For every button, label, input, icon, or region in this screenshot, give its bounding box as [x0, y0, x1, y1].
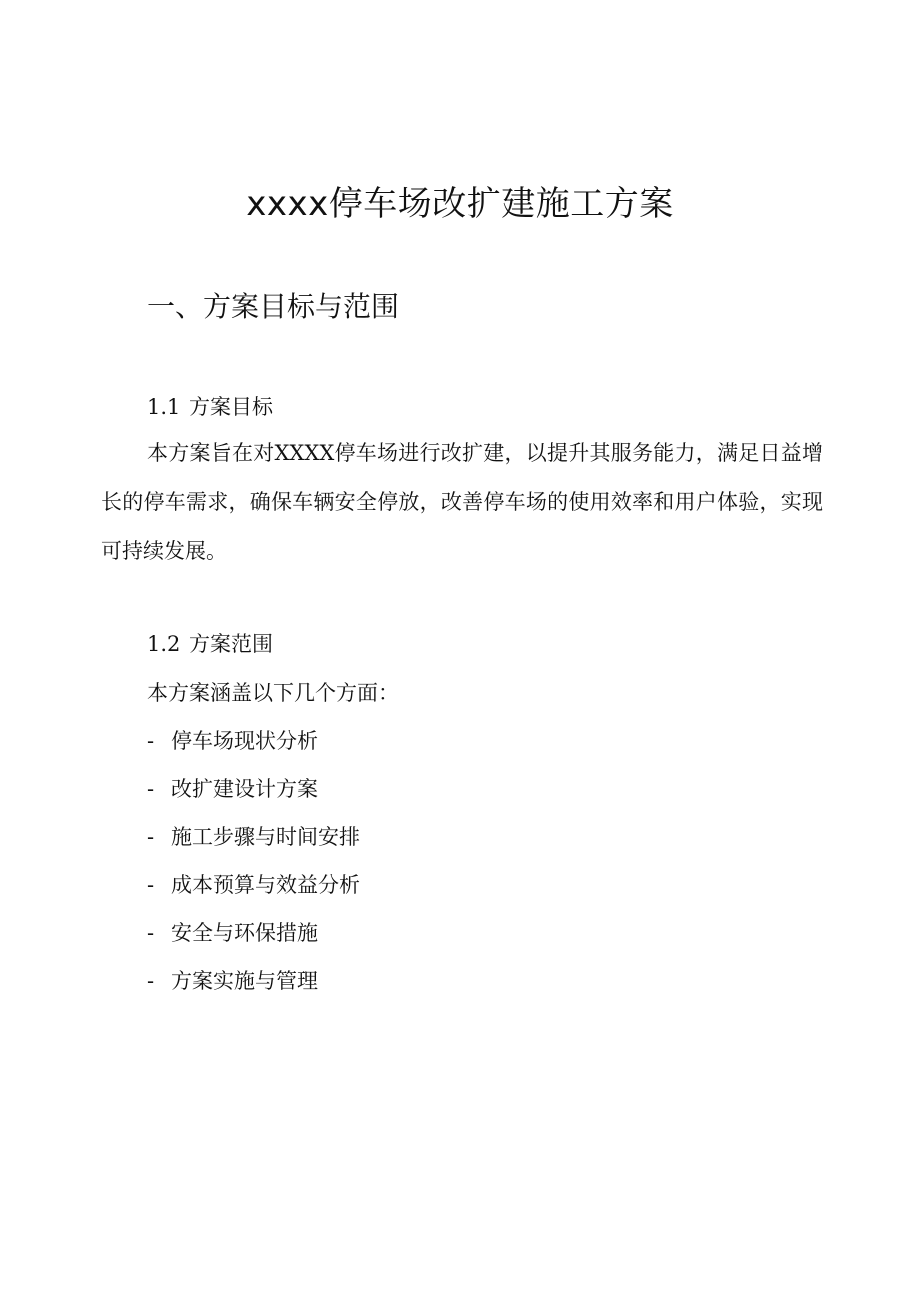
subsection-heading-scope [147, 627, 273, 661]
section-heading-goals-and-scope: 一、方案目标与范围 [147, 290, 400, 323]
bullet-dash: - [147, 873, 155, 897]
list-item [147, 963, 360, 1011]
list-item [147, 819, 360, 867]
subsection-number: 1.2 [147, 632, 181, 656]
list-item-text: 改扩建设计方案 [171, 777, 318, 801]
list-item-text: 成本预算与效益分析 [171, 873, 360, 897]
subsection-title: 方案目标 [189, 395, 273, 419]
goal-paragraph: 本方案旨在对XXXX停车场进行改扩建，以提升其服务能力，满足日益增长的停车需求，确保车辆安全停放，改善停车场的使用效率和用户体验，实现可持续发展。 [101, 441, 823, 563]
bullet-dash: - [147, 969, 155, 993]
subsection-heading-goal [147, 390, 273, 424]
list-item-text: 施工步骤与时间安排 [171, 825, 360, 849]
list-item [147, 915, 360, 963]
scope-list [147, 723, 360, 1011]
list-item [147, 723, 360, 771]
scope-intro: 本方案涵盖以下几个方面： [147, 681, 399, 705]
subsection-title: 方案范围 [189, 632, 273, 656]
bullet-dash: - [147, 825, 155, 849]
list-item-text: 停车场现状分析 [171, 729, 318, 753]
bullet-dash: - [147, 921, 155, 945]
list-item-text: 安全与环保措施 [171, 921, 318, 945]
bullet-dash: - [147, 729, 155, 753]
subsection-number: 1.1 [147, 395, 181, 419]
document-title: xxxx停车场改扩建施工方案 [246, 184, 674, 224]
list-item [147, 771, 360, 819]
bullet-dash: - [147, 777, 155, 801]
list-item-text: 方案实施与管理 [171, 969, 318, 993]
list-item [147, 867, 360, 915]
